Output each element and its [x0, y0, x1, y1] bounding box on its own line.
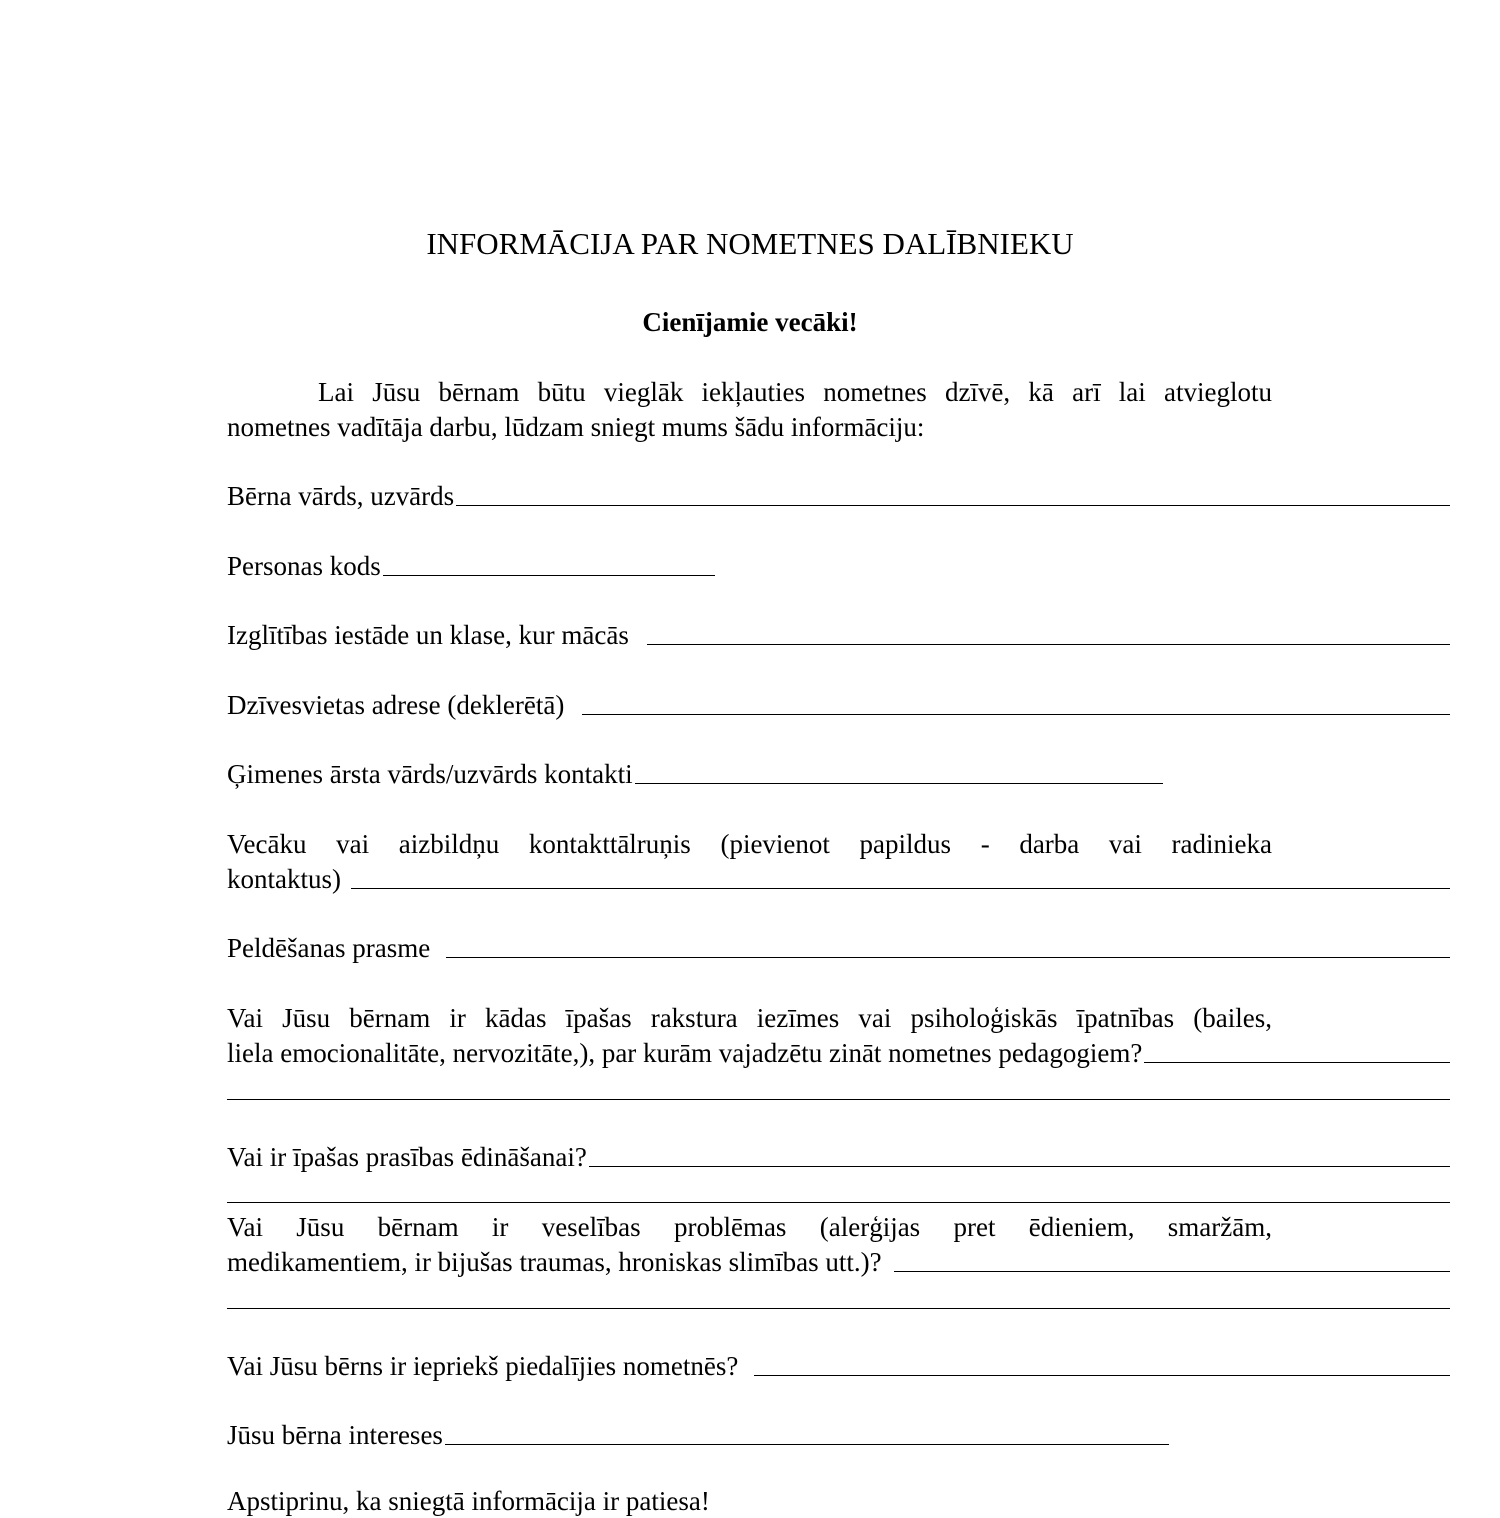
previous-camp-blank[interactable] — [754, 1375, 1450, 1376]
parents-phone-blank[interactable] — [351, 888, 1450, 889]
personal-code-blank[interactable] — [383, 575, 715, 576]
diet-blank[interactable] — [589, 1166, 1450, 1167]
intro-line-2: nometnes vadītāja darbu, lūdzam sniegt mums šādu informāciju: — [227, 412, 925, 442]
doctor-row — [227, 757, 1163, 791]
intro-line-1: Lai Jūsu bērnam būtu vieglāk iekļauties nometnes dzīvē, kā arī lai atvieglotu — [318, 377, 1272, 407]
swimming-row — [227, 931, 1450, 965]
greeting: Cienījamie vecāki! — [642, 307, 858, 337]
diet-label: Vai ir īpašas prasības ēdināšanai? — [227, 1142, 587, 1172]
diet-row — [227, 1140, 1450, 1174]
child-name-label: Bērna vārds, uzvārds — [227, 481, 455, 511]
diet-extra-blank[interactable] — [227, 1202, 1450, 1203]
address-row — [227, 688, 1450, 722]
interests-label: Jūsu bērna intereses — [227, 1420, 443, 1450]
school-row — [227, 618, 1450, 652]
doctor-blank[interactable] — [635, 783, 1163, 784]
personal-code-row — [227, 549, 715, 583]
health-row — [227, 1245, 1450, 1279]
interests-row — [227, 1418, 1169, 1452]
psych-label: liela emocionalitāte, nervozitāte,), par kurām vajadzētu zināt nometnes pedagogiem? — [227, 1038, 1143, 1068]
address-blank[interactable] — [582, 714, 1450, 715]
child-name-row — [227, 479, 1450, 513]
parents-phone-label: kontaktus) — [227, 864, 341, 894]
school-label: Izglītības iestāde un klase, kur mācās — [227, 620, 629, 650]
document-title: INFORMĀCIJA PAR NOMETNES DALĪBNIEKU — [426, 226, 1074, 261]
swimming-blank[interactable] — [446, 957, 1450, 958]
school-blank[interactable] — [647, 644, 1450, 645]
psych-line-1: Vai Jūsu bērnam ir kādas īpašas rakstura iezīmes vai psiholoģiskās īpatnības (bailes, — [227, 1003, 1272, 1033]
interests-blank[interactable] — [445, 1444, 1169, 1445]
parents-phone-line-1: Vecāku vai aizbildņu kontakttālruņis (pievienot papildus - darba vai radinieka — [227, 829, 1272, 859]
psych-row — [227, 1036, 1450, 1070]
psych-extra-blank[interactable] — [227, 1099, 1450, 1100]
doctor-label: Ģimenes ārsta vārds/uzvārds kontakti — [227, 759, 633, 789]
address-label: Dzīvesvietas adrese (deklerētā) — [227, 690, 565, 720]
personal-code-label: Personas kods — [227, 551, 381, 581]
psych-blank[interactable] — [1144, 1062, 1450, 1063]
parents-phone-row — [227, 862, 1450, 896]
health-blank[interactable] — [894, 1271, 1450, 1272]
health-label: medikamentiem, ir bijušas traumas, hroniskas slimības utt.)? — [227, 1247, 882, 1277]
previous-camp-row — [227, 1349, 1450, 1383]
confirmation-text: Apstiprinu, ka sniegtā informācija ir patiesa! — [227, 1486, 710, 1516]
swimming-label: Peldēšanas prasme — [227, 933, 431, 963]
health-extra-blank[interactable] — [227, 1308, 1450, 1309]
child-name-blank[interactable] — [456, 505, 1450, 506]
previous-camp-label: Vai Jūsu bērns ir iepriekš piedalījies nometnēs? — [227, 1351, 739, 1381]
health-line-1: Vai Jūsu bērnam ir veselības problēmas (alerģijas pret ēdieniem, smaržām, — [227, 1212, 1272, 1242]
